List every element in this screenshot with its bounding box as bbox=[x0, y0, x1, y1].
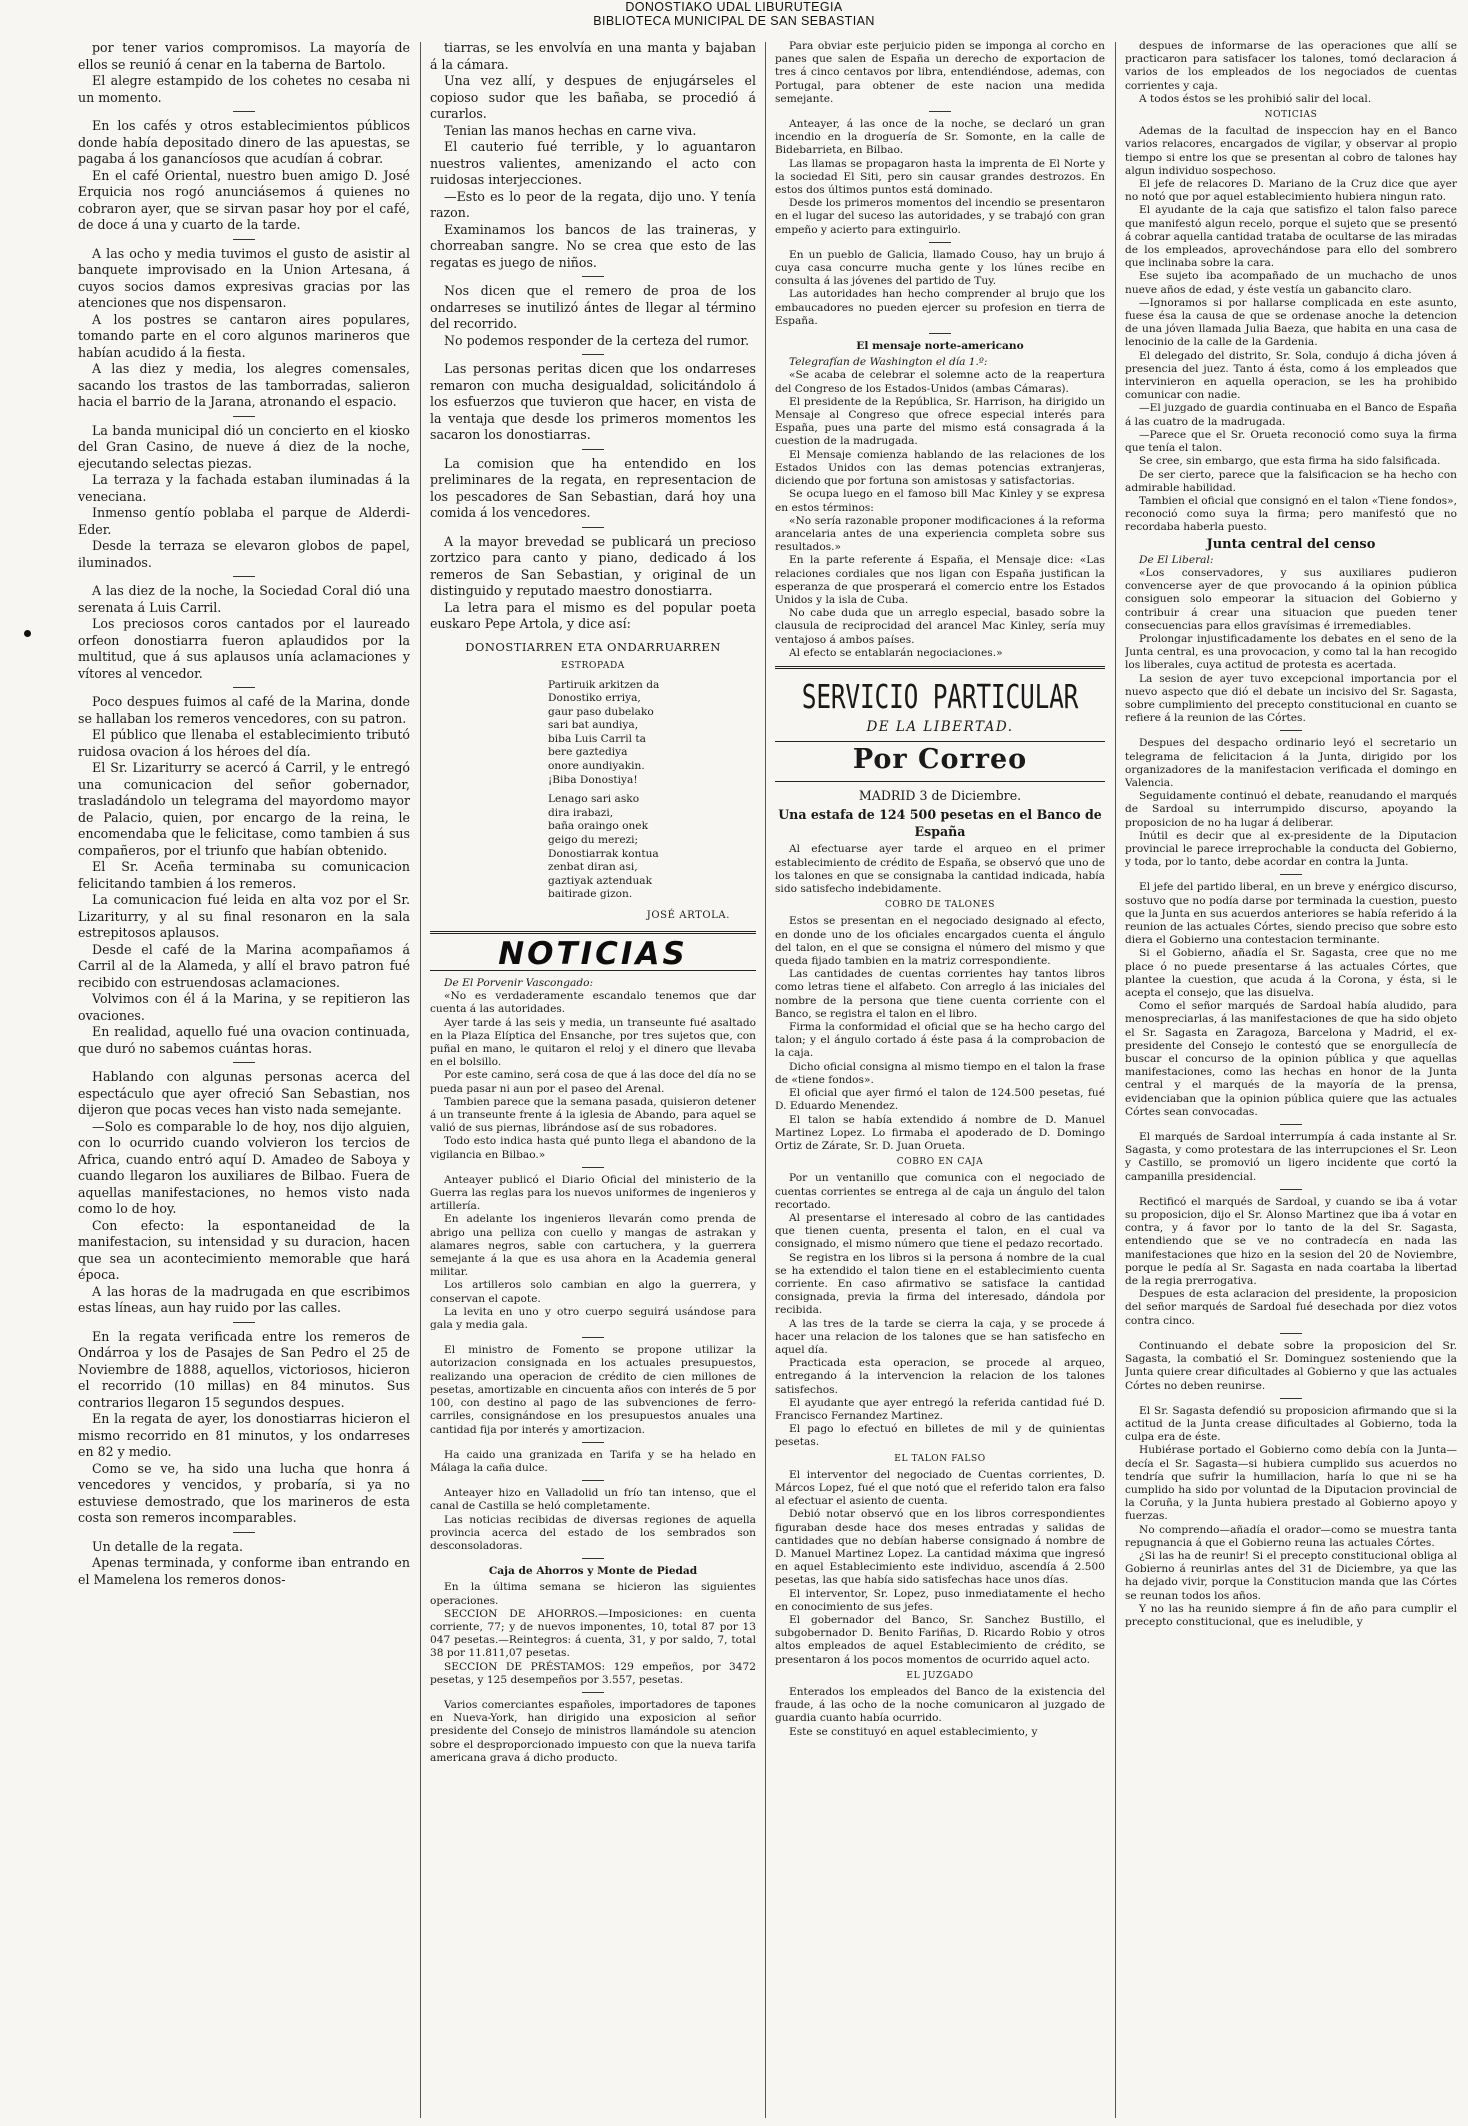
separator bbox=[582, 449, 604, 450]
paragraph: Inútil es decir que al ex-presidente de la Diputacion provincial le parece irreprochable la conducta del Gobierno, y toda, por lo tanto, debe acordar en contra la Junta. bbox=[1125, 829, 1457, 869]
separator bbox=[233, 576, 255, 577]
paragraph: Desde la terraza se elevaron globos de papel, iluminados. bbox=[78, 538, 410, 570]
paragraph: Poco despues fuimos al café de la Marina, donde se hallaban los remeros vencedores, con su patron. bbox=[78, 694, 410, 726]
paragraph: No podemos responder de la certeza del rumor. bbox=[444, 332, 750, 348]
separator bbox=[582, 1480, 604, 1481]
separator bbox=[233, 111, 255, 112]
paragraph: En realidad, aquello fué una ovacion continuada, que duró no sabemos cuántas horas. bbox=[78, 1024, 410, 1056]
paragraph: Por un ventanillo que comunica con el negociado de cuentas corrientes se entrega al de caja un ángulo del talon recortado. bbox=[775, 1172, 1105, 1211]
source-line: De El Porvenir Vascongado: bbox=[444, 977, 594, 989]
margin-dot bbox=[24, 630, 31, 637]
poem-line: baitirade gizon. bbox=[548, 888, 633, 901]
paragraph: Tambien parece que la semana pasada, quisieron detener á un transeunte frente á la iglesia de Abando, para aquel se valió de sus piernas, librándose así de sus robadores. bbox=[430, 1095, 756, 1135]
poem-line: baña oraingo onek bbox=[548, 820, 648, 833]
paragraph: por tener varios compromisos. La mayoría de ellos se reunió á cenar en la taberna de Bartolo. bbox=[78, 40, 410, 72]
paragraph: El marqués de Sardoal interrumpía á cada instante al Sr. Sagasta, y como protestara de las interrupciones el Sr. Leon y Castillo, se promovió un ligero incidente que cortó la campanilla presidencial. bbox=[1125, 1131, 1457, 1183]
column-rule bbox=[420, 42, 421, 2118]
column-rule bbox=[1115, 42, 1116, 2118]
paragraph: Rectificó el marqués de Sardoal, y cuando se iba á votar su proposicion, dijo el Sr. Alonso Martinez que iba á votar en contra, y á favor por lo tanto de la del Sr. Sagasta, entendiendo que se ve no contradecía en nada las manifestaciones que hizo en la sesion del 20 de Noviembre, porque le pedía al Sr. Sagasta en nada coartaba la libertad de la regia prerrogativa. bbox=[1125, 1195, 1457, 1288]
paragraph: Despues del despacho ordinario leyó el secretario un telegrama de felicitacion á la Junta, dirigido por los organizadores de la manifestacion verificada el domingo en Valencia. bbox=[1125, 737, 1457, 789]
paragraph: Anteayer hizo en Valladolid un frío tan intenso, que el canal de Castilla se heló completamente. bbox=[430, 1487, 756, 1513]
por-correo-heading: Por Correo bbox=[852, 744, 1028, 776]
poem-line: gaur paso dubelako bbox=[548, 705, 654, 718]
dateline: Telegrafían de Washington el día 1.º: bbox=[789, 356, 988, 369]
separator bbox=[582, 1558, 604, 1559]
section-rule bbox=[775, 666, 1105, 671]
subheading: EL TALON FALSO bbox=[894, 1453, 986, 1464]
paragraph: Ayer tarde á las seis y media, un transeunte fué asaltado en la Plaza Elíptica del Ensanche, por tres sujetos que, con puñal en mano, le quitaron el reloj y el dinero que llevaba en el bolsillo. bbox=[430, 1016, 756, 1069]
paragraph: Debió notar observó que en los libros correspondientes figuraban desde hace dos meses entradas y salidas de cantidades que no debían haberse consignado á nombre de D. Manuel Martinez Lopez. La cantidad máxima que ingresó en aquel Establecimiento este individuo, ascendía á 2.500 pesetas, las que había sido satisfechas hace unos días. bbox=[775, 1508, 1105, 1587]
separator bbox=[233, 1532, 255, 1533]
paragraph: La terraza y la fachada estaban iluminadas á la veneciana. bbox=[78, 472, 410, 504]
paragraph: El interventor del negociado de Cuentas corrientes, D. Márcos Lopez, fué el que notó que el referido talon era falso al efectuar el asiento de cuenta. bbox=[775, 1468, 1105, 1508]
paragraph: Nos dicen que el remero de proa de los ondarreses se inutilizó ántes de llegar al término del recorrido. bbox=[430, 283, 756, 331]
paragraph: Y no las ha reunido siempre á fin de año para cumplir el precepto constitucional, que es ineludible, y bbox=[1125, 1602, 1457, 1628]
paragraph: El gobernador del Banco, Sr. Sanchez Bustillo, el subgobernador D. Benito Fariñas, D. Ricardo Robio y otros altos empleados de aquel Establecimiento de crédito, se presentaron á los pocos momentos de ocurrido aquel acto. bbox=[775, 1614, 1105, 1666]
separator bbox=[582, 354, 604, 355]
poem-line: ¡Biba Donostiya! bbox=[548, 773, 638, 786]
paragraph: En un pueblo de Galicia, llamado Couso, hay un brujo á cuya casa concurre mucha gente y los lúnes recibe en consulta á las jóvenes del partido de Tuy. bbox=[775, 248, 1105, 288]
paragraph: No cabe duda que un arreglo especial, basado sobre la clausula de reciprocidad del arancel Mac Kinley, sería muy ventajoso á ambos países. bbox=[775, 607, 1105, 646]
paragraph: Anteayer, á las once de la noche, se declaró un gran incendio en la droguería de Sr. Somonte, en la calle de Bidebarrieta, en Bilbao. bbox=[775, 118, 1105, 157]
paragraph: El Sr. Sagasta defendió su proposicion afirmando que si la actitud de la Junta crease dificultades al Gobierno, toda la culpa era de éste. bbox=[1125, 1404, 1457, 1444]
paragraph: En la parte referente á España, el Mensaje dice: «Las relaciones cordiales que nos ligan con España justifican la esperanza de que prosperará el comercio entre los Estados Unidos y la isla de Cuba. bbox=[775, 554, 1105, 606]
paragraph: Desde los primeros momentos del incendio se presentaron en el lugar del suceso las autoridades, y se trabajó con gran empeño y acierto para extinguirlo. bbox=[775, 197, 1105, 236]
paragraph: —Ignoramos si por hallarse complicada en este asunto, fuese ésa la causa de que se ordenase anoche la detencion de una jóven llamada Julia Baeza, que habita en una casa de lenocinio de la calle de la Gardenia. bbox=[1125, 296, 1457, 349]
paragraph: Las autoridades han hecho comprender al brujo que los embaucadores no pueden ejercer su profesion en tierra de España. bbox=[775, 288, 1105, 327]
separator bbox=[582, 1692, 604, 1693]
paragraph: Al presentarse el interesado al cobro de las cantidades que tienen cuenta, presenta el talon, en el cual va consignado, el mismo número que tiene el pedazo recortado. bbox=[775, 1211, 1105, 1251]
poem-line: sari bat aundiya, bbox=[548, 719, 639, 732]
separator bbox=[1280, 1398, 1302, 1399]
paragraph: Como se ve, ha sido una lucha que honra á vencedores y vencidos, y probaría, si ya no estuviese demostrado, que los marineros de esta costa son remeros incomparables. bbox=[78, 1460, 410, 1525]
paragraph: En la regata verificada entre los remeros de Ondárroa y los de Pasajes de San Pedro el 25 de Noviembre de 1888, aquellos, victoriosos, hicieron el recorrido (10 millas) en 84 minutos. Sus contrarios llegaron 15 segundos despues. bbox=[78, 1328, 410, 1410]
poem-line: Lenago sari asko bbox=[548, 793, 640, 806]
paragraph: Desde el café de la Marina acompañamos á Carril al de la Alameda, y allí el bravo patron fué recibido con estruendosas aclamaciones. bbox=[78, 941, 410, 990]
paragraph: El oficial que ayer firmó el talon de 124.500 pesetas, fué D. Eduardo Menendez. bbox=[775, 1087, 1105, 1113]
paragraph: Los artilleros solo cambian en algo la guerrera, y conservan el capote. bbox=[430, 1279, 756, 1305]
separator bbox=[1280, 1333, 1302, 1334]
poem-line: Partiruik arkitzen da bbox=[548, 678, 660, 691]
poem-stanza-1 bbox=[548, 679, 756, 788]
paragraph: A las horas de la madrugada en que escribimos estas líneas, aun hay ruido por las calles. bbox=[78, 1283, 410, 1315]
noticias-body bbox=[430, 977, 756, 1765]
subheading: COBRO DE TALONES bbox=[884, 900, 996, 911]
source-line: De El Liberal: bbox=[1139, 553, 1214, 566]
paragraph: La comision que ha entendido en los preliminares de la regata, en representacion de los pescadores de San Sebastian, dará hoy una comida á los vencedores. bbox=[430, 455, 756, 520]
paragraph: Las noticias recibidas de diversas regiones de aquella provincia acerca del estado de los sembrados son desconsoladoras. bbox=[430, 1513, 756, 1552]
paragraph: —Solo es comparable lo de hoy, nos dijo alguien, con lo ocurrido cuando volvieron los tercios de Africa, cuando entró aquí D. Amadeo de Saboya y cuando llegaron los auxiliares de Bilbao. Fuera de aquellas manifestaciones, no hemos visto nada como lo de hoy. bbox=[78, 1118, 410, 1216]
paragraph: Al efecto se entablarán negociaciones.» bbox=[789, 646, 1003, 659]
paragraph: Hablando con algunas personas acerca del espectáculo que ayer ofreció San Sebastian, nos dijeron que pocas veces han visto nada semejante. bbox=[78, 1069, 410, 1117]
poem-subtitle: ESTROPADA bbox=[561, 661, 625, 671]
paragraph: Estos se presentan en el negociado designado al efecto, en donde uno de los oficiales encargados cuenta el ángulo del talon, en el que se consigna el número del mismo y que queda fijado tambien en la matriz correspondiente. bbox=[775, 915, 1105, 968]
paragraph: El pago lo efectuó en billetes de mil y de quinientas pesetas. bbox=[775, 1423, 1105, 1449]
poem-line: biba Luis Carril ta bbox=[548, 732, 646, 745]
paragraph: El presidente de la República, Sr. Harrison, ha dirigido un Mensaje al Congreso que ofrece especial interés para España, pues una parte del mismo está consagrada á la cuestion de la madrugada. bbox=[775, 395, 1105, 448]
paragraph: —El juzgado de guardia continuaba en el Banco de España á las cuatro de la madrugada. bbox=[1125, 402, 1457, 428]
paragraph: En los cafés y otros establecimientos públicos donde había depositado dinero de las apuestas, se pagaba á los ganancíosos que acudían á cobrar. bbox=[78, 118, 410, 166]
paragraph: El Mensaje comienza hablando de las relaciones de los Estados Unidos con las demas potencias extranjeras, diciendo que por fortuna son amistosas y satisfactorias. bbox=[775, 448, 1105, 488]
estafa-body bbox=[775, 843, 1105, 1738]
paragraph: Ademas de la facultad de inspeccion hay en el Banco varios relacores, encargados de vigilar, y observar al propio tiempo si entre los que se presentan al cobro de talones hay algun individuo sospechoso. bbox=[1125, 125, 1457, 177]
paragraph: despues de informarse de las operaciones que allí se practicaron para satisfacer los talones, tomó declaracion á varios de los empleados de los negociados de cuentas corrientes y caja. bbox=[1125, 40, 1457, 92]
paragraph: En la última semana se hicieron las siguientes operaciones. bbox=[430, 1581, 756, 1607]
paragraph: Varios comerciantes españoles, importadores de tapones en Nueva-York, han dirigido una exposicion al señor presidente del Consejo de ministros llamándole su atencion sobre el desproporcionado impuesto con que la nueva tarifa americana grava á dicho producto. bbox=[430, 1698, 756, 1764]
poem-line: dira irabazi, bbox=[548, 806, 614, 819]
separator bbox=[582, 527, 604, 528]
section-rule bbox=[775, 781, 1105, 782]
library-header bbox=[0, 0, 1468, 30]
separator bbox=[233, 1322, 255, 1323]
separator bbox=[582, 1442, 604, 1443]
paragraph: Al efectuarse ayer tarde el arqueo en el primer establecimiento de crédito de España, se observó que uno de los talones en que se consignaba la cantidad indicada, había sido satisfecho indebidamente. bbox=[775, 843, 1105, 896]
poem-line: Donostiko erriya, bbox=[548, 692, 641, 705]
paragraph: «Se acaba de celebrar el solemne acto de la reapertura del Congreso de los Estados-Unidos (ambas Cámaras). bbox=[775, 369, 1105, 395]
paragraph: Las personas peritas dicen que los ondarreses remaron con mucha desigualdad, solicitándolo á los esfuerzos que tuvieron que hacer, en vista de la ventaja que desde los primeros momentos les sacaron los donostiarras. bbox=[430, 361, 756, 442]
poem-title: DONOSTIARREN ETA ONDARRUARREN bbox=[465, 639, 721, 654]
mensaje-heading: El mensaje norte-americano bbox=[856, 340, 1024, 353]
paragraph: «No es verdaderamente escandalo tenemos que dar cuenta á las autoridades. bbox=[430, 990, 756, 1016]
paragraph: —Esto es lo peor de la regata, dijo uno. Y tenía razon. bbox=[430, 188, 756, 220]
library-header-line2: BIBLIOTECA MUNICIPAL DE SAN SEBASTIAN bbox=[593, 14, 875, 28]
paragraph: Todo esto indica hasta qué punto llega el abandono de la vigilancia en Bilbao.» bbox=[430, 1135, 756, 1161]
paragraph: Las llamas se propagaron hasta la imprenta de El Norte y la sociedad El Siti, pero sin causar grandes destrozos. En estos dos últimos puntos está dominado. bbox=[775, 157, 1105, 197]
paragraph: El jefe de relacores D. Mariano de la Cruz dice que ayer no notó que por aquel establecimiento hubiera ningun rato. bbox=[1125, 178, 1457, 204]
servicio-subheading: DE LA LIBERTAD. bbox=[866, 718, 1014, 735]
paragraph: La levita en uno y otro cuerpo seguirá usándose para gala y media gala. bbox=[430, 1305, 756, 1332]
paragraph: A las tres de la tarde se cierra la caja, y se procede á hacer una relacion de los talones que se han satisfecho en aquel día. bbox=[775, 1317, 1105, 1356]
paragraph: Examinamos los bancos de las traineras, y chorreaban sangre. No se crea que esto de las regatas es juego de niños. bbox=[430, 221, 756, 270]
paragraph: Como el señor marqués de Sardoal había aludido, para menospreciarlas, á las manifestaciones de que ha sido objeto el Sr. Sagasta en Zaragoza, Barcelona y Madrid, el ex-presidente del Consejo le contestó que se enorgullecía de buscar el concurso de la opinion pública y que aquellas manifestaciones, como las hechas en honor de la Junta central y el marqués de la mayoría de la prensa, evidenciaban que la opinion pública quiere que las actuales Córtes sean convocadas. bbox=[1125, 1000, 1457, 1118]
paragraph: Para obviar este perjuicio piden se imponga al corcho en panes que salen de España un derecho de exportacion de tres á cinco centavos por libra, entendiéndose, ademas, con Portugal, para obtener de este nacion una medida semejante. bbox=[775, 40, 1105, 105]
paragraph: El Sr. Aceña terminaba su comunicacion felicitando tambien á los remeros. bbox=[78, 859, 410, 891]
paragraph: Enterados los empleados del Banco de la existencia del fraude, á las ocho de la noche comunicaron al juzgado de guardia cuanto había ocurrido. bbox=[775, 1686, 1105, 1725]
paragraph: El cauterio fué terrible, y lo aguantaron nuestros valientes, amenizando el acto con ruidosas interjecciones. bbox=[430, 139, 756, 187]
paragraph: Se ocupa luego en el famoso bill Mac Kinley y se expresa en estos términos: bbox=[775, 488, 1105, 514]
paragraph: En el café Oriental, nuestro buen amigo D. José Erquicia nos rogó anunciásemos á quienes no cobraron ayer, que se sirvan pasar hoy por el café, de doce á una y cuarto de la tarde. bbox=[78, 167, 410, 232]
paragraph: —Parece que el Sr. Orueta reconoció como suya la firma que tenía el talon. bbox=[1125, 428, 1457, 455]
paragraph: La sesion de ayer tuvo excepcional importancia por el nuevo aspecto que dió el debate un incisivo del Sr. Sagasta, sobre cumplimiento del precepto constitucional en cuanto se refiere á la reunion de las Córtes. bbox=[1125, 672, 1457, 725]
paragraph: El ayudante que ayer entregó la referida cantidad fué D. Francisco Fernandez Martinez. bbox=[775, 1396, 1105, 1422]
column-2 bbox=[430, 40, 756, 2120]
paragraph: Se registra en los libros si la persona á nombre de la cual se ha extendido el talon tiene en el establecimiento cuenta corriente. En caso afirmativo se satisface la cantidad consignada, previa la firma del interesado, dándola por recibida. bbox=[775, 1251, 1105, 1317]
library-header-line1: DONOSTIAKO UDAL LIBURUTEGIA bbox=[625, 0, 843, 14]
separator bbox=[929, 333, 951, 334]
poem-line: gaztiyak aztenduak bbox=[548, 874, 652, 887]
paragraph: No comprendo—añadía el orador—como se muestra tanta repugnancia á que el Gobierno reuna las actuales Córtes. bbox=[1125, 1523, 1457, 1549]
separator bbox=[582, 1337, 604, 1338]
paragraph: De ser cierto, parece que la falsificacion se ha hecho con admirable habilidad. bbox=[1125, 468, 1457, 494]
paragraph: El público que llenaba el establecimiento tributó ruidosa ovacion á los héroes del día. bbox=[78, 727, 410, 759]
poem-signature: JOSÉ ARTOLA. bbox=[646, 910, 730, 921]
servicio-heading: SERVICIO PARTICULAR bbox=[801, 676, 1079, 717]
paragraph: Una vez allí, y despues de enjugárseles el copioso sudor que les bañaba, se procedió á curarlos. bbox=[430, 73, 756, 121]
poem-line: bere gaztediya bbox=[548, 746, 628, 759]
paragraph: El ministro de Fomento se propone utilizar la autorizacion consignada en los actuales presupuestos, realizando una operacion de crédito de cien millones de pesetas, amortizable en cincuenta años con interés de 5 por 100, con destino al pago de las subvenciones de ferro-carriles, consignándose en los presupuestos anuales una cantidad fija por interés y amortizacion. bbox=[430, 1344, 756, 1436]
separator bbox=[1280, 1189, 1302, 1190]
paragraph: Se cree, sin embargo, que esta firma ha sido falsificada. bbox=[1139, 455, 1441, 468]
subheading: NOTICIAS bbox=[1264, 110, 1318, 121]
paragraph: Firma la conformidad el oficial que se ha hecho cargo del talon; y el ángulo cortado á éste pasa á la comprobacion de la caja. bbox=[775, 1021, 1105, 1060]
separator bbox=[233, 239, 255, 240]
noticias-heading: NOTICIAS bbox=[498, 935, 688, 972]
paragraph: Ha caido una granizada en Tarifa y se ha helado en Málaga la caña dulce. bbox=[430, 1448, 756, 1474]
poem-line: zenbat diran asi, bbox=[548, 861, 638, 874]
paragraph: Un detalle de la regata. bbox=[92, 1538, 243, 1554]
paragraph: En la regata de ayer, los donostiarras hicieron el mismo recorrido en 81 minutos, y los ondarreses en 82 y medio. bbox=[78, 1411, 410, 1459]
paragraph: SECCION DE PRÉSTAMOS: 129 empeños, por 3472 pesetas, y 125 desempeños por 3.557, pesetas. bbox=[430, 1660, 756, 1686]
paragraph: El talon se había extendido á nombre de D. Manuel Martinez Lopez. Lo firmaba el apoderado de D. Domingo Ortiz de Zárate, Sr. D. Juan Orueta. bbox=[775, 1113, 1105, 1152]
paragraph: A las ocho y media tuvimos el gusto de asistir al banquete improvisado en la Union Artesana, á cuyos socios damos expresivas gracias por las atenciones que nos dispensaron. bbox=[78, 245, 410, 310]
paragraph: tiarras, se les envolvía en una manta y bajaban á la cámara. bbox=[430, 40, 756, 72]
paragraph: La comunicacion fué leida en alta voz por el Sr. Lizariturry, y al su final resonaron en la sala estrepitosos aplausos. bbox=[78, 892, 410, 940]
paragraph: SECCION DE AHORROS.—Imposiciones: en cuenta corriente, 77; y de nuevos imponentes, 10, total 87 por 13 047 pesetas.—Reintegros: á cuenta, 31, y por saldo, 7, total 38 por 11.811,07 pesetas. bbox=[430, 1607, 756, 1660]
paragraph: Anteayer publicó el Diario Oficial del ministerio de la Guerra las reglas para los nuevos uniformes de ingenieros y artillería. bbox=[430, 1173, 756, 1213]
paragraph: Con efecto: la espontaneidad de la manifestacion, su intensidad y su duracion, hacen que sea un acontecimiento memorable que hará época. bbox=[78, 1217, 410, 1282]
estafa-heading: Una estafa de 124 500 pesetas en el Banco de España bbox=[778, 807, 1102, 839]
poem-line: Donostiarrak kontua bbox=[548, 847, 659, 860]
paragraph: Los preciosos coros cantados por el laureado orfeon donostiarra fueron aplaudidos por la multitud, que á sus aplausos unía aclamaciones y vítores al vencedor. bbox=[78, 616, 410, 681]
paragraph: Este se constituyó en aquel establecimiento, y bbox=[789, 1725, 1038, 1738]
paragraph: A los postres se cantaron aires populares, tomando parte en el coro algunos marineros que habían acudido á la fiesta. bbox=[78, 311, 410, 360]
separator bbox=[582, 1167, 604, 1168]
paragraph: Tenian las manos hechas en carne viva. bbox=[444, 122, 697, 138]
paragraph: Seguidamente continuó el debate, reanudando el marqués de Sardoal su interrumpido discurso, apoyando la proposicion de no ha lugar á deliberar. bbox=[1125, 790, 1457, 829]
paragraph: Continuando el debate sobre la proposicion del Sr. Sagasta, la combatió el Sr. Dominguez sosteniendo que la Junta quiere crear dificultades al Gobierno y que las actuales Córtes no deben reunirse. bbox=[1125, 1339, 1457, 1392]
column-3-top bbox=[775, 40, 1105, 660]
paragraph: A las diez y media, los alegres comensales, sacando los trastos de las tamborradas, salieron hacia el barrio de la Jarana, atronando el espacio. bbox=[78, 361, 410, 409]
paragraph: El jefe del partido liberal, en un breve y enérgico discurso, sostuvo que no podía darse por terminada la cuestion, puesto que la Junta en sus acuerdos anteriores se había referido á la reunion de las actuales Córtes, siendo preciso que sobre esto diera el Gobierno una contestacion terminante. bbox=[1125, 881, 1457, 947]
paragraph: «No sería razonable proponer modificaciones á la reforma arancelaria antes de una experiencia completa sobre sus resultados.» bbox=[775, 514, 1105, 554]
paragraph: Por este camino, será cosa de que á las doce del día no se pueda pasar ni aun por el paseo del Arenal. bbox=[430, 1069, 756, 1095]
paragraph: ¿Si las ha de reunir! Si el precepto constitucional obliga al Gobierno á reunirlas antes del 31 de Diciembre, ya que las ha dejado vivir, porque la Constitucion manda que las Córtes se reunan todos los años. bbox=[1125, 1549, 1457, 1602]
poem-stanza-2 bbox=[548, 793, 756, 902]
subheading: EL JUZGADO bbox=[906, 1670, 974, 1681]
column-4 bbox=[1125, 40, 1457, 2120]
paragraph: Hubiérase portado el Gobierno como debía con la Junta—decía el Sr. Sagasta—si hubiera cumplido sus acuerdos no tendría que sufrir la humillacion, haría lo que ni se ha cumplido ha sido por voluntad de la Diputacion provincial de la Coruña, y la Junta hubiera prestado al Gobierno apoyo y fuerzas. bbox=[1125, 1444, 1457, 1523]
paragraph: El delegado del distrito, Sr. Sola, condujo á dicha jóven á presencia del juez. Tanto á ésta, como á los empleados que intervinieron en aquella operacion, se les ha prohibido comunicar con nadie. bbox=[1125, 349, 1457, 402]
separator bbox=[233, 687, 255, 688]
column-rule bbox=[765, 42, 766, 2118]
paragraph: Inmenso gentío poblaba el parque de Alderdi-Eder. bbox=[78, 505, 410, 537]
caja-heading: Caja de Ahorros y Monte de Piedad bbox=[488, 1565, 698, 1578]
paragraph: Apenas terminada, y conforme iban entrando en el Mamelena los remeros donos- bbox=[78, 1555, 410, 1587]
paragraph: Ese sujeto iba acompañado de un muchacho de unos nueve años de edad, y éste vestía un gabancito claro. bbox=[1125, 270, 1457, 296]
paragraph: A las diez de la noche, la Sociedad Coral dió una serenata á Luis Carril. bbox=[78, 583, 410, 615]
separator bbox=[929, 242, 951, 243]
paragraph: Prolongar injustificadamente los debates en el seno de la Junta central, es una provocacion, y como tal la han recogido los liberales, cuya actitud de protesta es acertada. bbox=[1125, 632, 1457, 672]
junta-heading: Junta central del censo bbox=[1206, 536, 1376, 552]
paragraph: El alegre estampido de los cohetes no cesaba ni un momento. bbox=[78, 73, 410, 105]
subheading: COBRO EN CAJA bbox=[896, 1157, 984, 1168]
separator bbox=[582, 276, 604, 277]
dateline: MADRID 3 de Diciembre. bbox=[858, 787, 1022, 803]
separator bbox=[1280, 730, 1302, 731]
column-3 bbox=[775, 40, 1105, 2120]
separator bbox=[233, 416, 255, 417]
paragraph: El Sr. Lizariturry se acercó á Carril, y le entregó una comunicacion del señor gobernador, trasladándolo un telegrama del mayordomo mayor de Palacio, quien, por encargo de la reina, le encomendaba que le felicitase, como tambien á sus compañeros, por el triunfo que habían obtenido. bbox=[78, 760, 410, 858]
separator bbox=[1280, 874, 1302, 875]
paragraph: Volvimos con él á la Marina, y se repitieron las ovaciones. bbox=[78, 991, 410, 1023]
paragraph: Si el Gobierno, añadía el Sr. Sagasta, cree que no me place ó no puede presentarse á las actuales Córtes, que plantee la cuestion, que acuda á la Corona, y ésta, si le acepta el consejo, que las disuelva. bbox=[1125, 947, 1457, 1000]
paragraph: Dicho oficial consigna al mismo tiempo en el talon la frase de «tiene fondos». bbox=[775, 1060, 1105, 1086]
separator bbox=[233, 1062, 255, 1063]
separator bbox=[1280, 1124, 1302, 1125]
paragraph: Despues de esta aclaracion del presidente, la proposicion del señor marqués de Sardoal fué desechada por diez votos contra cinco. bbox=[1125, 1288, 1457, 1327]
paragraph: El ayudante de la caja que satisfizo el talon falso parece que manifestó algun recelo, porque el sujeto que se presentó á cobrar aquella cantidad trataba de ocultarse de las miradas de los empleados, aprovechándose para ello del sombrero que inclinaba sobre la cara. bbox=[1125, 204, 1457, 270]
column-1 bbox=[78, 40, 410, 2120]
poem-line: geigo du merezi; bbox=[548, 834, 639, 847]
section-rule bbox=[430, 931, 756, 936]
paragraph: «Los conservadores, y sus auxiliares pudieron convencerse ayer de que provocando á la opinion pública consiguen solo empeorar la situacion del Gobierno y contribuir á crear una situacion que pueden tener consecuencias para ellos gravísimas é irremediables. bbox=[1125, 566, 1457, 632]
paragraph: La banda municipal dió un concierto en el kiosko del Gran Casino, de nueve á diez de la noche, ejecutando selectas piezas. bbox=[78, 422, 410, 471]
paragraph: En adelante los ingenieros llevarán como prenda de abrigo una pelliza con cuello y mangas de astrakan y alamares negros, sable con cartuchera, y la guerrera semejante á la que es usa ahora en la Academia general militar. bbox=[430, 1213, 756, 1279]
poem-line: onore aundiyakin. bbox=[548, 760, 645, 773]
paragraph: El interventor, Sr. Lopez, puso inmediatamente el hecho en conocimiento de sus jefes. bbox=[775, 1587, 1105, 1613]
paragraph: La letra para el mismo es del popular poeta euskaro Pepe Artola, y dice así: bbox=[430, 599, 756, 631]
paragraph: A la mayor brevedad se publicará un precioso zortzico para canto y piano, dedicado á los remeros de San Sebastian, y original de un distinguido y reputado maestro donostiarra. bbox=[430, 533, 756, 598]
separator bbox=[929, 111, 951, 112]
paragraph: Practicada esta operacion, se procede al arqueo, entregando á la intervencion la relacion de los talones satisfechos. bbox=[775, 1357, 1105, 1396]
section-rule bbox=[775, 741, 1105, 742]
paragraph: Tambien el oficial que consignó en el talon «Tiene fondos», reconoció como suya la firma; pero manifestó que no recordaba haberla puesto. bbox=[1125, 494, 1457, 534]
paragraph: Las cantidades de cuentas corrientes hay tantos libros como letras tiene el alfabeto. Con arreglo á las iniciales del nombre de la persona que tiene cuenta corriente con el Banco, se registra el talon en el libro. bbox=[775, 968, 1105, 1020]
paragraph: A todos éstos se les prohibió salir del local. bbox=[1139, 92, 1372, 105]
